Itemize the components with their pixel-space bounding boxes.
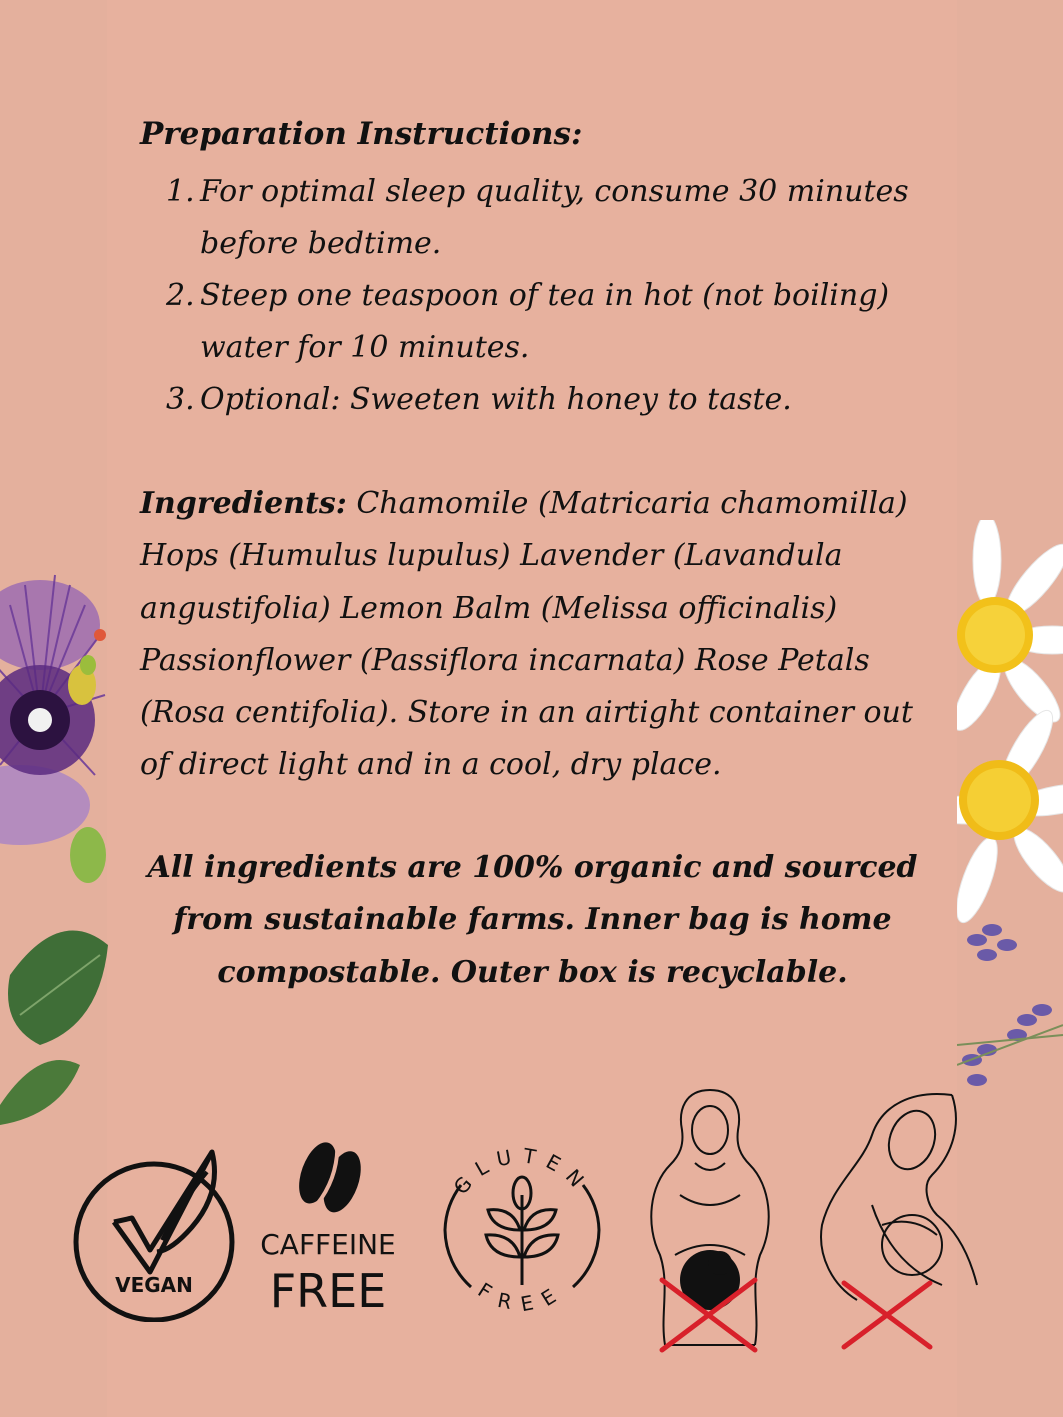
caffeine-label-line2: FREE (269, 1264, 387, 1318)
gluten-label-top: GLUTEN (448, 1143, 596, 1200)
organic-note: All ingredients are 100% organic and sourced from sustainable farms. Inner bag is home compostable. Outer box is recyclable. (147, 850, 918, 990)
step-number: 2. (166, 278, 195, 313)
ingredients-text: Chamomile (Matricaria chamomilla) Hops (Humulus lupulus) Lavender (Lavandula angustifolia) Lemon Balm (Melissa officinalis) Passionflower (Passiflora incarnata) Rose Petals (Rosa centifolia). Store in an airtight container out of direct light and in a cool, dry place. (140, 486, 913, 783)
step-number: 3. (166, 382, 195, 417)
list-item (140, 166, 940, 270)
list-item (140, 270, 940, 374)
step-text: Optional: Sweeten with honey to taste. (200, 382, 792, 417)
ingredients-paragraph (140, 478, 930, 792)
chamomile-image (957, 520, 1063, 1110)
caffeine-label-line1: CAFFEINE (260, 1228, 396, 1261)
step-text: For optimal sleep quality, consume 30 minutes before bedtime. (200, 174, 909, 261)
step-text: Steep one teaspoon of tea in hot (not boiling) water for 10 minutes. (200, 278, 890, 365)
ingredients-label: Ingredients: (140, 486, 347, 521)
step-number: 1. (166, 174, 195, 209)
gluten-label-bottom: FREE (473, 1277, 571, 1317)
not-for-pregnancy-icon (640, 1085, 780, 1357)
preparation-steps (140, 166, 940, 426)
passionflower-image (0, 545, 108, 1125)
caffeine-free-icon (252, 1132, 407, 1322)
preparation-heading: Preparation Instructions: (140, 116, 583, 152)
gluten-free-icon (433, 1135, 611, 1325)
vegan-label: VEGAN (115, 1273, 193, 1297)
vegan-icon (72, 1132, 237, 1322)
not-for-breastfeeding-icon (812, 1085, 982, 1357)
list-item (140, 374, 940, 426)
svg-text:GLUTEN (449, 1143, 596, 1199)
